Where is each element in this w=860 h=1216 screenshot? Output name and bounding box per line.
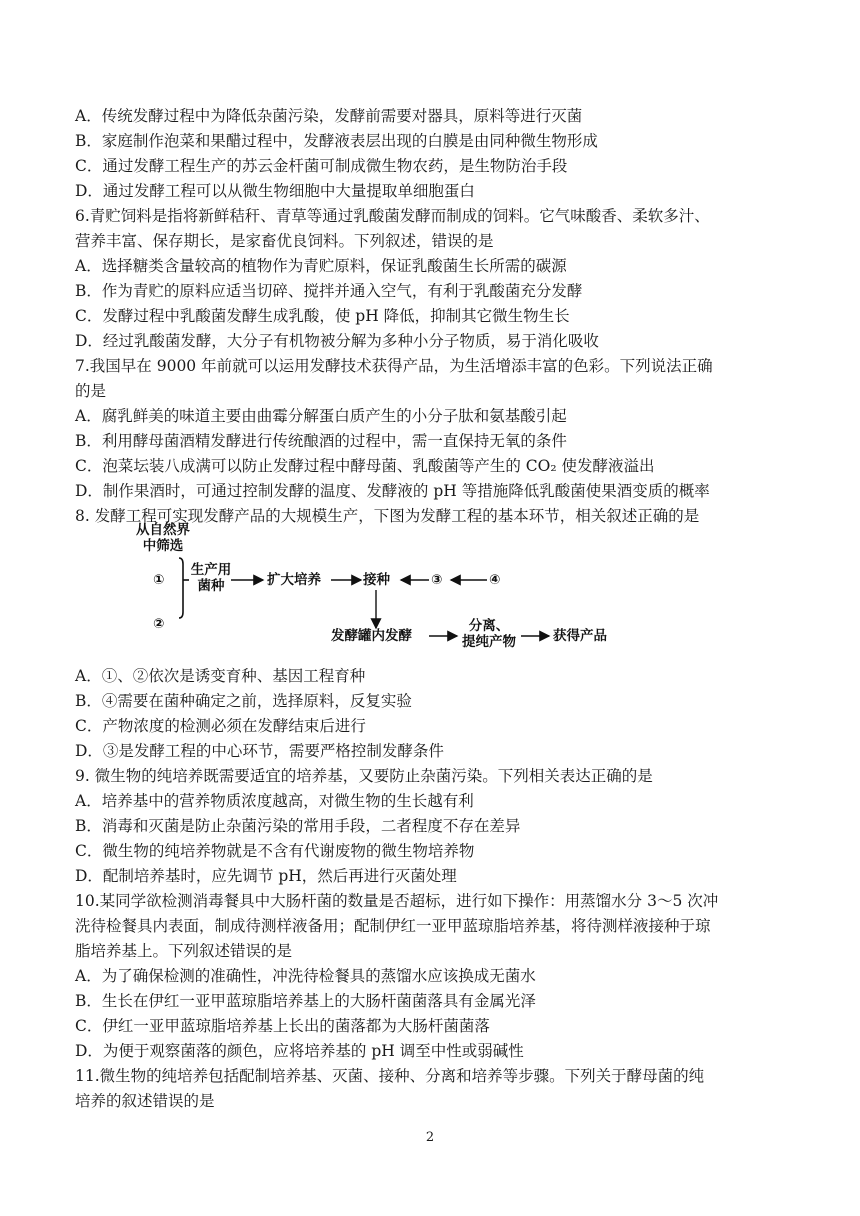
option-6c: C．发酵过程中乳酸菌发酵生成乳酸，使 pH 降低，抑制其它微生物生长 xyxy=(75,307,570,325)
option-6b: B．作为青贮的原料应适当切碎、搅拌并通入空气，有利于乳酸菌充分发酵 xyxy=(75,282,583,300)
question-6-line2: 营养丰富、保存期长，是家畜优良饲料。下列叙述，错误的是 xyxy=(75,232,494,250)
option-8c: C．产物浓度的检测必须在发酵结束后进行 xyxy=(75,717,366,735)
option-9c: C．微生物的纯培养物就是不含有代谢废物的微生物培养物 xyxy=(75,842,475,860)
circle-4-label: ④ xyxy=(489,572,501,588)
option-6a: A．选择糖类含量较高的植物作为青贮原料，保证乳酸菌生长所需的碳源 xyxy=(75,257,567,275)
option-10c: C．伊红一亚甲蓝琼脂培养基上长出的菌落都为大肠杆菌菌落 xyxy=(75,1017,490,1035)
option-5c: C．通过发酵工程生产的苏云金杆菌可制成微生物农药，是生物防治手段 xyxy=(75,157,568,175)
separate-line1: 分离、 xyxy=(468,618,510,634)
question-6-line1: 6.青贮饲料是指将新鲜秸秆、青草等通过乳酸菌发酵而制成的饲料。它气味酸香、柔软多汁、 xyxy=(75,207,710,225)
strain-line1: 生产用 xyxy=(190,562,232,578)
circle-1-label: ① xyxy=(153,572,165,588)
tank-fermentation-label: 发酵罐内发酵 xyxy=(331,628,412,644)
question-7-line1: 7.我国早在 9000 年前就可以运用发酵技术获得产品，为生活增添丰富的色彩。下列说法正确 xyxy=(75,357,713,375)
option-9d: D．配制培养基时，应先调节 pH，然后再进行灭菌处理 xyxy=(75,867,457,885)
question-10-line1: 10.某同学欲检测消毒餐具中大肠杆菌的数量是否超标，进行如下操作：用蒸馏水分 3～5 次冲 xyxy=(75,892,719,910)
option-5a: A．传统发酵过程中为降低杂菌污染，发酵前需要对器具，原料等进行灭菌 xyxy=(75,107,583,125)
inoculate-label: 接种 xyxy=(363,572,390,588)
option-5b: B．家庭制作泡菜和果醋过程中，发酵液表层出现的白膜是由同种微生物形成 xyxy=(75,132,598,150)
option-10b: B．生长在伊红一亚甲蓝琼脂培养基上的大肠杆菌菌落具有金属光泽 xyxy=(75,992,536,1010)
option-8a: A．①、②依次是诱变育种、基因工程育种 xyxy=(75,667,366,685)
circle-3-label: ③ xyxy=(431,572,443,588)
option-9b: B．消毒和灭菌是防止杂菌污染的常用手段，二者程度不存在差异 xyxy=(75,817,521,835)
page-number: 2 xyxy=(425,1130,435,1145)
circle-2-label: ② xyxy=(153,616,165,632)
option-6d: D．经过乳酸菌发酵，大分子有机物被分解为多种小分子物质，易于消化吸收 xyxy=(75,332,599,350)
screen-line2: 中筛选 xyxy=(142,538,184,554)
fermentation-flow-diagram xyxy=(95,520,655,660)
separate-line2: 提纯产物 xyxy=(462,634,516,650)
option-10a: A．为了确保检测的准确性，冲洗待检餐具的蒸馏水应该换成无菌水 xyxy=(75,967,536,985)
obtain-product-label: 获得产品 xyxy=(553,628,607,644)
option-8b: B．④需要在菌种确定之前，选择原料，反复实验 xyxy=(75,692,412,710)
option-7c: C．泡菜坛装八成满可以防止发酵过程中酵母菌、乳酸菌等产生的 CO₂ 使发酵液溢出 xyxy=(75,457,655,475)
option-7d: D．制作果酒时，可通过控制发酵的温度、发酵液的 pH 等措施降低乳酸菌使果酒变质的概率 xyxy=(75,482,710,500)
question-11-line2: 培养的叙述错误的是 xyxy=(75,1092,215,1110)
question-9: 9. 微生物的纯培养既需要适宜的培养基，又要防止杂菌污染。下列相关表达正确的是 xyxy=(75,767,653,785)
question-10-line3: 脂培养基上。下列叙述错误的是 xyxy=(75,942,293,960)
option-8d: D．③是发酵工程的中心环节，需要严格控制发酵条件 xyxy=(75,742,444,760)
production-strain-label xyxy=(189,562,233,594)
screen-line1: 从自然界 xyxy=(136,522,190,538)
expand-culture-label: 扩大培养 xyxy=(267,572,321,588)
question-10-line2: 洗待检餐具内表面，制成待测样液备用；配制伊红一亚甲蓝琼脂培养基，将待测样液接种于琼 xyxy=(75,917,711,935)
brace-line xyxy=(179,558,183,618)
separate-purify-label xyxy=(457,618,521,650)
option-5d: D．通过发酵工程可以从微生物细胞中大量提取单细胞蛋白 xyxy=(75,182,475,200)
option-9a: A．培养基中的营养物质浓度越高，对微生物的生长越有利 xyxy=(75,792,474,810)
option-7b: B．利用酵母菌酒精发酵进行传统酿酒的过程中，需一直保持无氧的条件 xyxy=(75,432,567,450)
option-7a: A．腐乳鲜美的味道主要由曲霉分解蛋白质产生的小分子肽和氨基酸引起 xyxy=(75,407,567,425)
screen-from-nature-label xyxy=(133,522,193,554)
question-7-line2: 的是 xyxy=(75,382,107,400)
strain-line2: 菌种 xyxy=(197,578,225,594)
option-10d: D．为便于观察菌落的颜色，应将培养基的 pH 调至中性或弱碱性 xyxy=(75,1042,524,1060)
question-11-line1: 11.微生物的纯培养包括配制培养基、灭菌、接种、分离和培养等步骤。下列关于酵母菌的纯 xyxy=(75,1067,705,1085)
question-8: 8. 发酵工程可实现发酵产品的大规模生产，下图为发酵工程的基本环节，相关叙述正确的是 xyxy=(75,507,700,525)
